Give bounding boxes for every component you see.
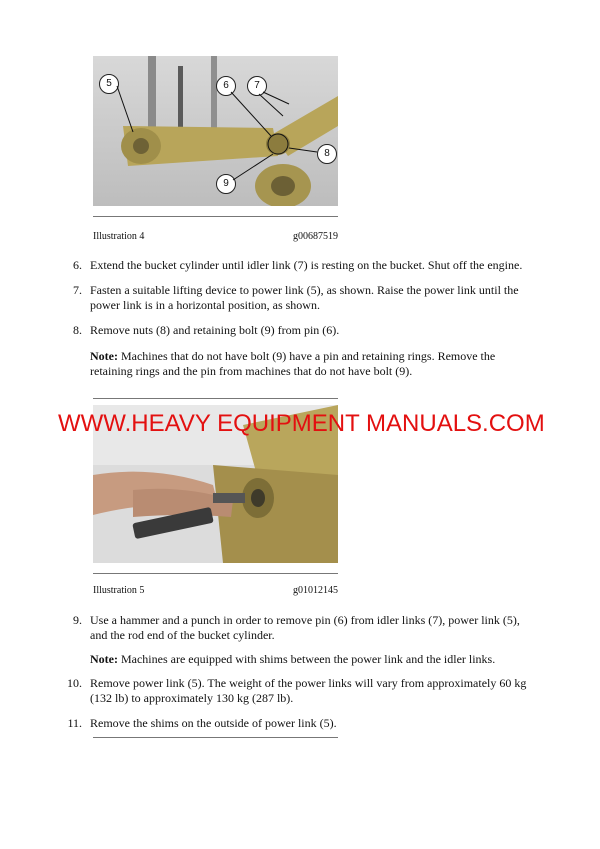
note-label: Note: bbox=[90, 652, 118, 666]
illustration-4-code: g00687519 bbox=[293, 231, 338, 242]
note-text: Machines that do not have bolt (9) have a pin and retaining rings. Remove the retaining rings and the pin from machines that do not have bolt (9). bbox=[90, 349, 496, 378]
callout-7: 7 bbox=[247, 76, 267, 96]
illustration-5-top-rule bbox=[93, 398, 338, 399]
illustration-5-caption: Illustration 5 bbox=[93, 585, 145, 596]
callout-8: 8 bbox=[317, 144, 337, 164]
step-6: 6. Extend the bucket cylinder until idler link (7) is resting on the bucket. Shut off the engine. bbox=[73, 258, 523, 272]
step-7: 7. Fasten a suitable lifting device to power link (5), as shown. Raise the power link until the power link is in a horizontal position, as shown. bbox=[73, 283, 519, 312]
bottom-rule bbox=[93, 737, 338, 738]
step-8: 8. Remove nuts (8) and retaining bolt (9) from pin (6). bbox=[73, 323, 340, 337]
note-shims bbox=[90, 652, 530, 667]
note-label: Note: bbox=[90, 349, 118, 363]
illustration-5-code: g01012145 bbox=[293, 585, 338, 596]
step-9: 9. Use a hammer and a punch in order to remove pin (6) from idler links (7), power link (5), and the rod end of the bucket cylinder. bbox=[73, 613, 520, 642]
callout-5: 5 bbox=[99, 74, 119, 94]
illustration-4-caption: Illustration 4 bbox=[93, 231, 145, 242]
watermark: WWW.HEAVY EQUIPMENT MANUALS.COM bbox=[58, 410, 545, 437]
illustration-4-photo bbox=[93, 56, 338, 206]
step-10: 10. Remove power link (5). The weight of the power links will vary from approximately 60 kg (132 lb) to approximately 130 kg (287 lb). bbox=[67, 676, 527, 705]
note-bolt bbox=[90, 349, 530, 379]
illustration-4-rule bbox=[93, 216, 338, 217]
callout-6: 6 bbox=[216, 76, 236, 96]
illustration-5-rule bbox=[93, 573, 338, 574]
callout-leader-lines bbox=[93, 56, 338, 206]
step-11: 11. Remove the shims on the outside of power link (5). bbox=[67, 716, 337, 730]
note-text: Machines are equipped with shims between the power link and the idler links. bbox=[117, 652, 496, 666]
callout-9: 9 bbox=[216, 174, 236, 194]
